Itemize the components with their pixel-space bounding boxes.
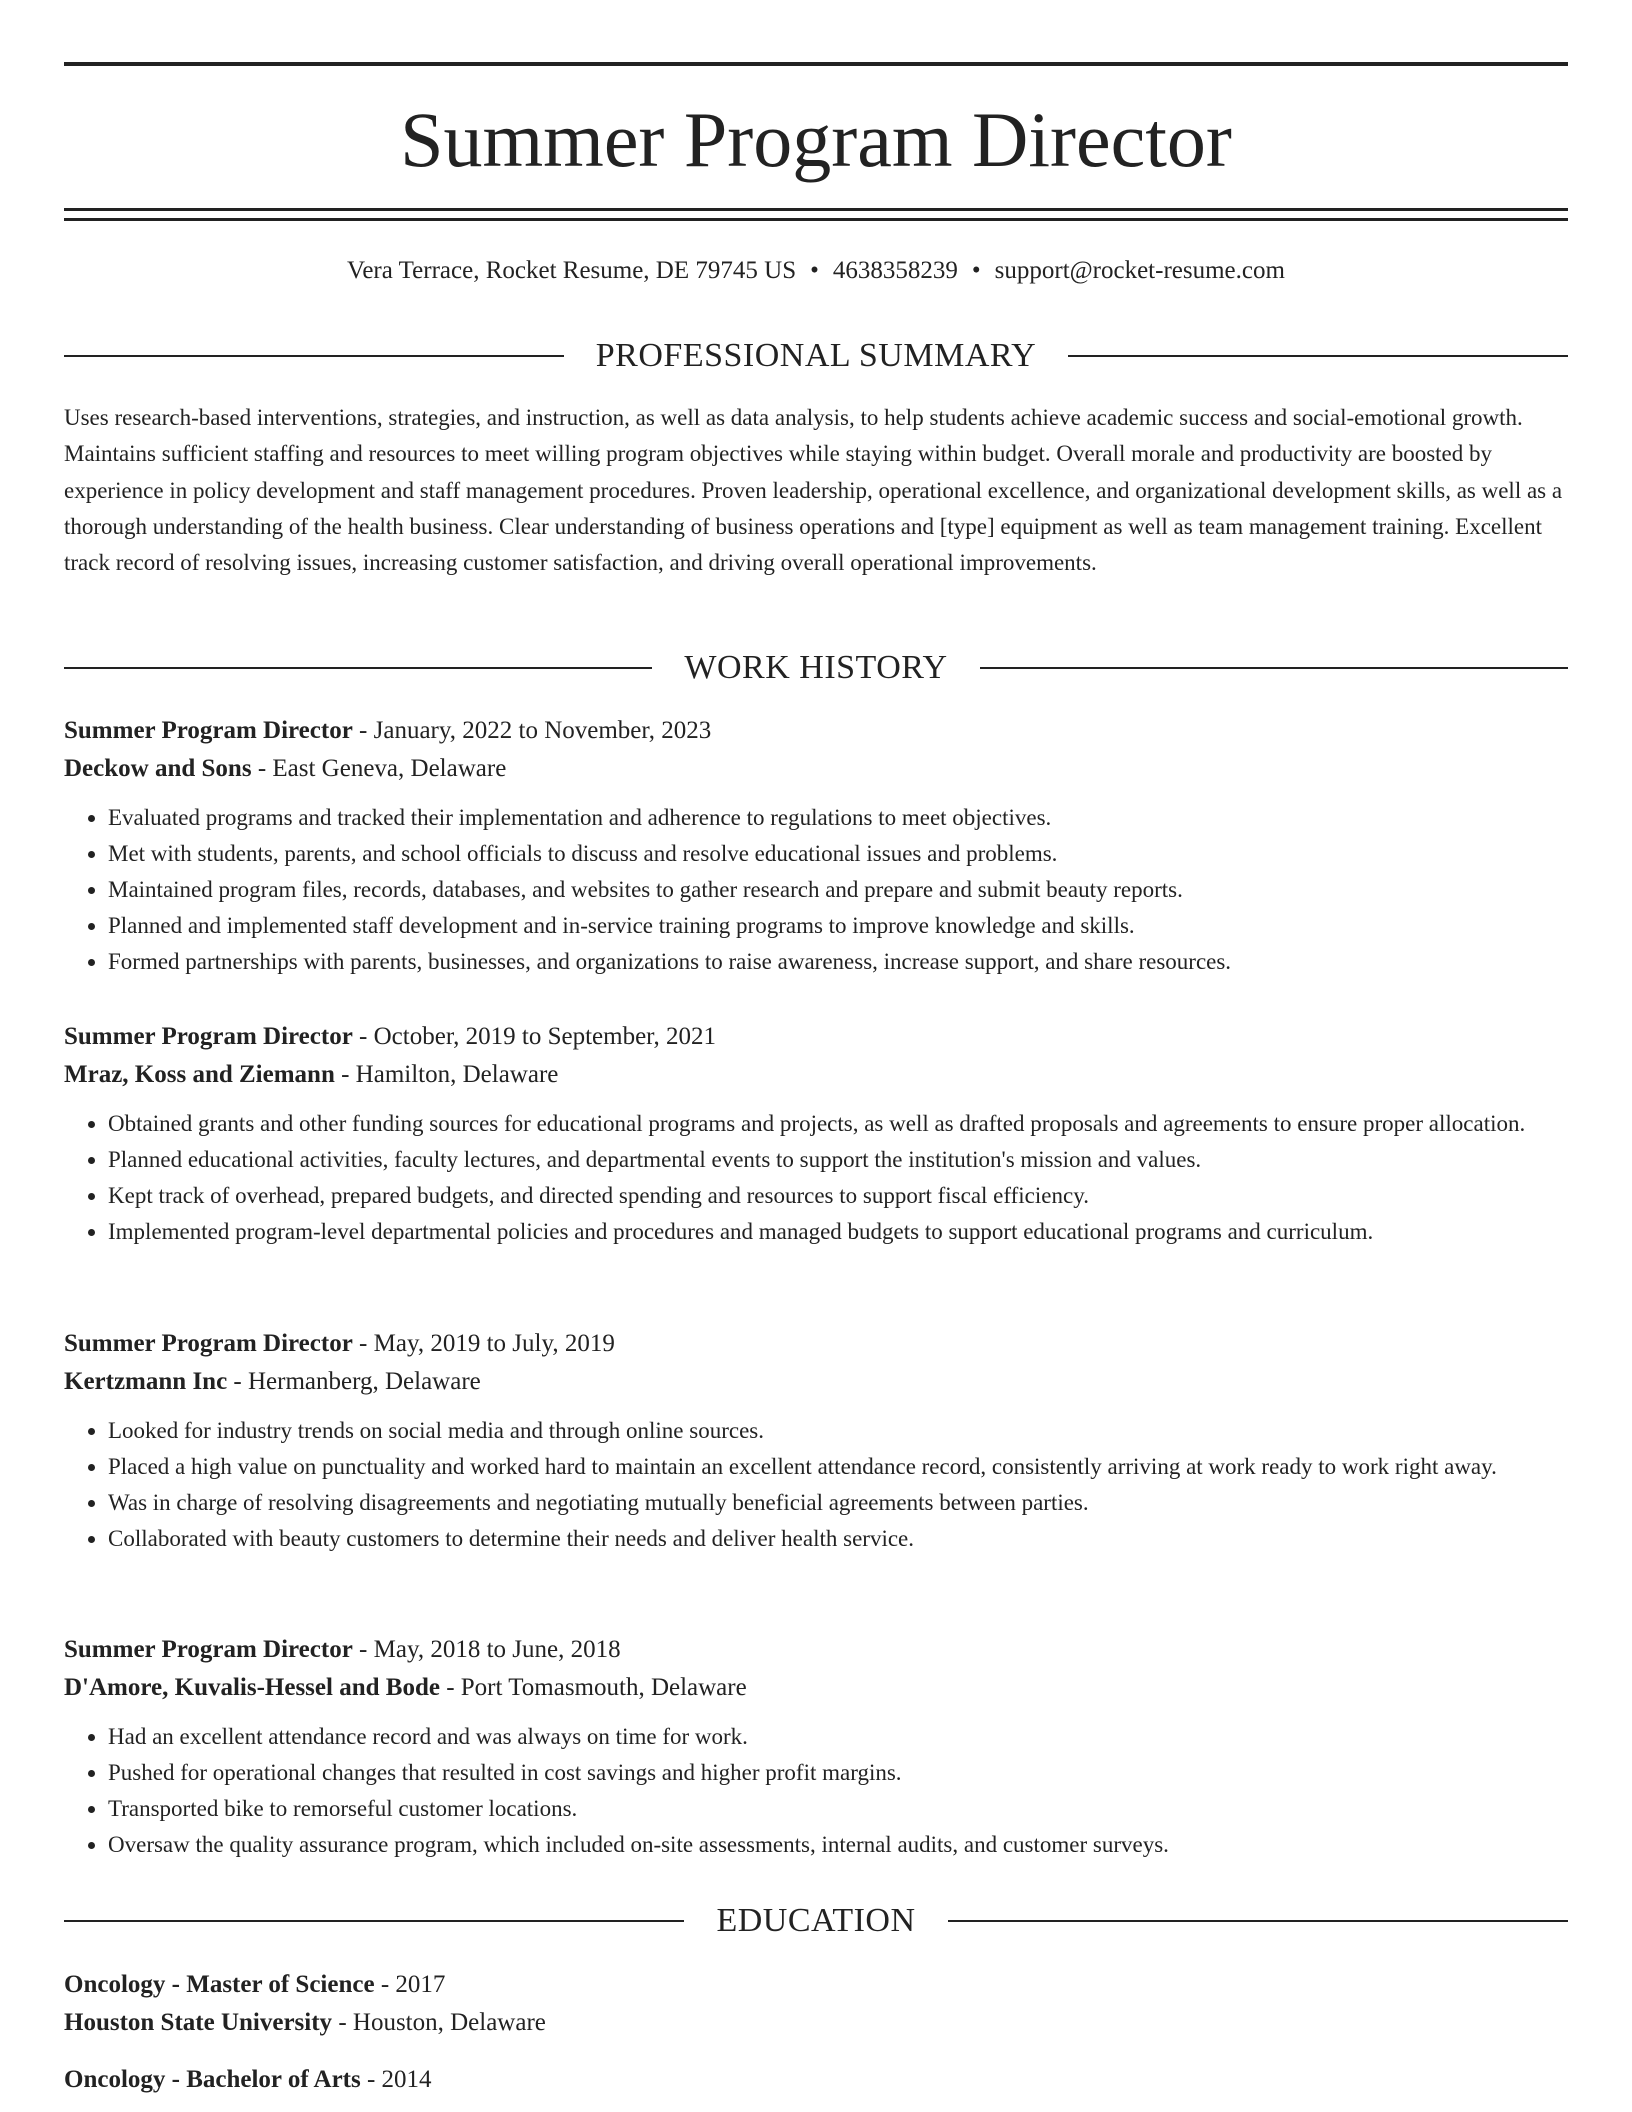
header-top-rule bbox=[64, 62, 1568, 66]
section-heading-education bbox=[64, 1901, 1568, 1941]
job-location: - Hamilton, Delaware bbox=[334, 1061, 559, 1088]
contact-separator: • bbox=[810, 257, 819, 284]
section-title: PROFESSIONAL SUMMARY bbox=[595, 337, 1037, 374]
job-title-line bbox=[64, 1631, 1568, 1669]
bullet-item: • Oversaw the quality assurance program, which included on-site assessments, internal audits, and customer surveys. bbox=[108, 1827, 1568, 1863]
bullet-item: • Met with students, parents, and school officials to discuss and resolve educational issues and problems. bbox=[108, 836, 1568, 872]
education-year: - 2017 bbox=[374, 1971, 446, 1998]
bullet-item: • Maintained program files, records, databases, and websites to gather research and prepare and submit beauty reports. bbox=[108, 872, 1568, 908]
education-degree: Oncology - Bachelor of Arts bbox=[64, 2066, 361, 2093]
job-location: - Hermanberg, Delaware bbox=[227, 1368, 481, 1395]
contact-line bbox=[64, 254, 1568, 288]
job-title: Summer Program Director bbox=[64, 1023, 353, 1050]
summary-text: Uses research-based interventions, strategies, and instruction, as well as data analysis, to help students achieve academic success and social-emotional growth. Maintains sufficient staffing and resources to meet willing program objectives while staying within budget. Overall morale and productivity are boosted by experience in policy development and staff management procedures. Proven leadership, operational excellence, and organizational development skills, as well as a thorough understanding of the health business. Clear understanding of business operations and [type] equipment as well as team management training. Excellent track record of resolving issues, increasing customer satisfaction, and driving overall operational improvements. bbox=[64, 405, 1563, 576]
education-degree-line bbox=[64, 1966, 1568, 2004]
education-school: Houston State University bbox=[64, 2009, 333, 2036]
header-double-rule bbox=[64, 208, 1568, 221]
job-bullets bbox=[64, 1719, 1568, 1863]
contact-separator: • bbox=[971, 257, 981, 284]
education-year: - 2014 bbox=[360, 2066, 432, 2093]
contact-phone: 4638358239 bbox=[832, 257, 958, 284]
education-entry bbox=[64, 2061, 1568, 2099]
job-location: - Port Tomasmouth, Delaware bbox=[439, 1674, 747, 1701]
bullet-item: • Had an excellent attendance record and was always on time for work. bbox=[108, 1719, 1568, 1755]
job-bullets bbox=[64, 1413, 1568, 1557]
section-rule-left bbox=[64, 355, 564, 357]
section-title: EDUCATION bbox=[716, 1902, 916, 1939]
job-bullets bbox=[64, 800, 1568, 980]
job-company-line bbox=[64, 1056, 1568, 1094]
job-entry bbox=[64, 1631, 1568, 1863]
bullet-item: • Looked for industry trends on social media and through online sources. bbox=[108, 1413, 1568, 1449]
section-rule-right bbox=[980, 667, 1568, 669]
education-degree-line bbox=[64, 2061, 1568, 2099]
job-title: Summer Program Director bbox=[64, 1330, 353, 1357]
section-rule-right bbox=[948, 1920, 1568, 1922]
contact-email: support@rocket-resume.com bbox=[994, 257, 1285, 284]
section-title: WORK HISTORY bbox=[684, 649, 948, 686]
job-title-line bbox=[64, 712, 1568, 750]
bullet-item: • Planned educational activities, faculty lectures, and departmental events to support the institution's mission and values. bbox=[108, 1142, 1568, 1178]
bullet-item: • Collaborated with beauty customers to determine their needs and deliver health service. bbox=[108, 1521, 1568, 1557]
bullet-item: • Placed a high value on punctuality and worked hard to maintain an excellent attendance record, consistently arriving at work ready to work right away. bbox=[108, 1449, 1568, 1485]
page-title: Summer Program Director bbox=[400, 96, 1232, 183]
bullet-item: • Planned and implemented staff development and in-service training programs to improve knowledge and skills. bbox=[108, 908, 1568, 944]
bullet-item: • Evaluated programs and tracked their implementation and adherence to regulations to meet objectives. bbox=[108, 800, 1568, 836]
job-entry bbox=[64, 1325, 1568, 1557]
section-heading-summary bbox=[64, 336, 1568, 376]
job-dates: - May, 2019 to July, 2019 bbox=[352, 1330, 615, 1357]
job-company: Kertzmann Inc bbox=[64, 1368, 228, 1395]
job-company-line bbox=[64, 750, 1568, 788]
bullet-item: • Transported bike to remorseful customer locations. bbox=[108, 1791, 1568, 1827]
section-heading-work-history bbox=[64, 648, 1568, 688]
section-rule-left bbox=[64, 1920, 684, 1922]
job-dates: - January, 2022 to November, 2023 bbox=[352, 717, 712, 744]
bullet-item: • Was in charge of resolving disagreements and negotiating mutually beneficial agreements between parties. bbox=[108, 1485, 1568, 1521]
job-entry bbox=[64, 1018, 1568, 1250]
education-degree: Oncology - Master of Science bbox=[64, 1971, 375, 1998]
bullet-item: • Implemented program-level departmental policies and procedures and managed budgets to support educational programs and curriculum. bbox=[108, 1214, 1568, 1250]
job-company: D'Amore, Kuvalis-Hessel and Bode bbox=[64, 1674, 440, 1701]
contact-address: Vera Terrace, Rocket Resume, DE 79745 US bbox=[347, 257, 797, 284]
bullet-item: • Kept track of overhead, prepared budgets, and directed spending and resources to support fiscal efficiency. bbox=[108, 1178, 1568, 1214]
job-location: - East Geneva, Delaware bbox=[251, 755, 507, 782]
job-title: Summer Program Director bbox=[64, 717, 353, 744]
job-bullets bbox=[64, 1106, 1568, 1250]
education-school-line bbox=[64, 2004, 1568, 2042]
job-company-line bbox=[64, 1363, 1568, 1401]
job-company-line bbox=[64, 1669, 1568, 1707]
bullet-item: • Obtained grants and other funding sources for educational programs and projects, as well as drafted proposals and agreements to ensure proper allocation. bbox=[108, 1106, 1568, 1142]
job-title-line bbox=[64, 1325, 1568, 1363]
bullet-item: • Pushed for operational changes that resulted in cost savings and higher profit margins. bbox=[108, 1755, 1568, 1791]
job-company: Deckow and Sons bbox=[64, 755, 252, 782]
job-title-line bbox=[64, 1018, 1568, 1056]
job-dates: - May, 2018 to June, 2018 bbox=[352, 1636, 621, 1663]
job-entry bbox=[64, 712, 1568, 980]
education-entry bbox=[64, 1966, 1568, 2042]
bullet-item: • Formed partnerships with parents, businesses, and organizations to raise awareness, increase support, and share resources. bbox=[108, 944, 1568, 980]
job-title: Summer Program Director bbox=[64, 1636, 353, 1663]
education-location: - Houston, Delaware bbox=[332, 2009, 546, 2036]
job-company: Mraz, Koss and Ziemann bbox=[64, 1061, 335, 1088]
section-rule-left bbox=[64, 667, 652, 669]
job-dates: - October, 2019 to September, 2021 bbox=[352, 1023, 716, 1050]
section-rule-right bbox=[1068, 355, 1568, 357]
